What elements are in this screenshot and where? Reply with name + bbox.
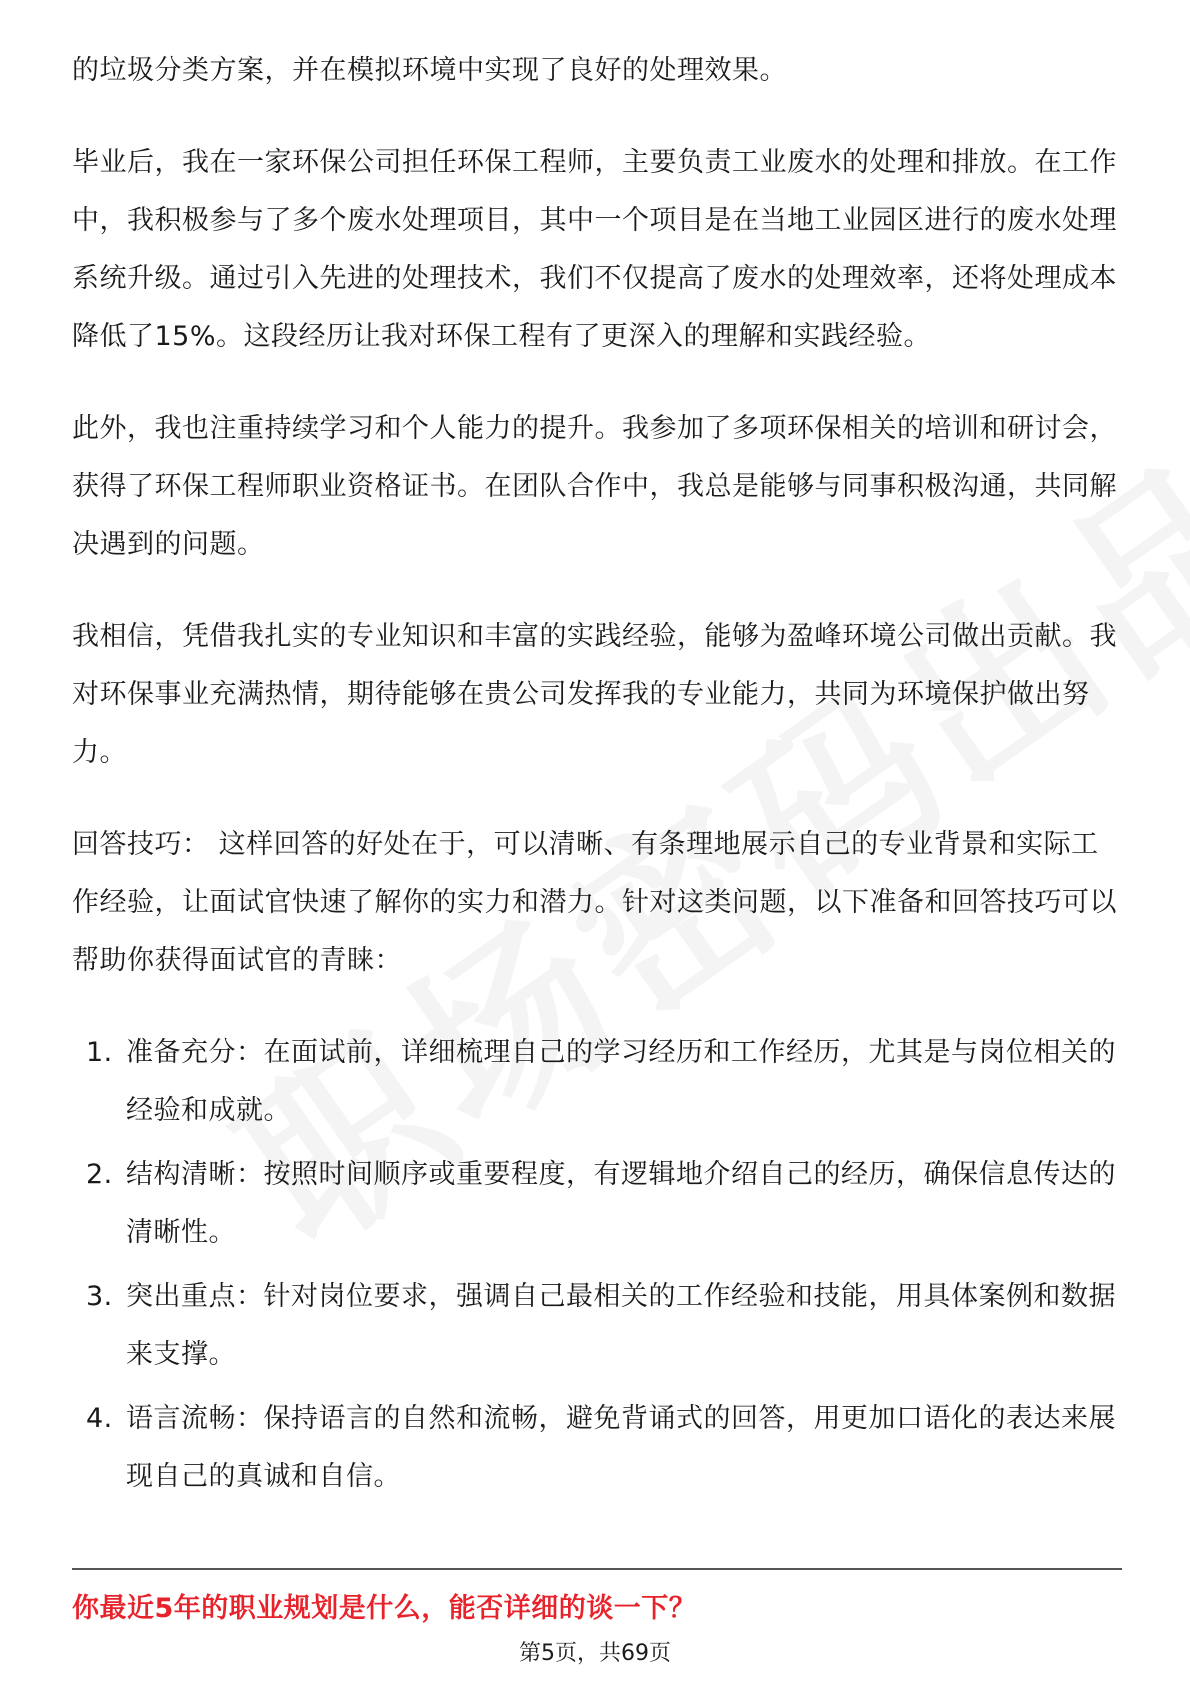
page-number: 第5页，共69页 (519, 1641, 671, 1666)
tips-list (72, 1024, 1122, 1506)
list-item (72, 1024, 1122, 1140)
paragraph-work-experience: 毕业后，我在一家环保公司担任环保工程师，主要负责工业废水的处理和排放。在工作中，我积极参与了多个废水处理项目，其中一个项目是在当地工业园区进行的废水处理系统升级。通过引入先进的处理技术，我们不仅提高了废水的处理效率，还将处理成本降低了15%。这段经历让我对环保工程有了更深入的理解和实践经验。 (72, 147, 1117, 352)
document-body (72, 42, 1122, 1512)
section-divider (72, 1568, 1122, 1570)
list-item-number: 4. (86, 1403, 113, 1434)
list-item-text: 准备充分：在面试前，详细梳理自己的学习经历和工作经历，尤其是与岗位相关的经验和成就。 (126, 1037, 1116, 1126)
list-item-number: 1. (86, 1037, 113, 1068)
list-item (72, 1268, 1122, 1384)
list-item-text: 结构清晰：按照时间顺序或重要程度，有逻辑地介绍自己的经历，确保信息传达的清晰性。 (126, 1159, 1116, 1248)
list-item-number: 2. (86, 1159, 113, 1190)
paragraph-answer-tips: 回答技巧： 这样回答的好处在于，可以清晰、有条理地展示自己的专业背景和实际工作经验，让面试官快速了解你的实力和潜力。针对这类问题，以下准备和回答技巧可以帮助你获得面试官的青睐： (72, 829, 1117, 976)
list-item (72, 1390, 1122, 1506)
paragraph-conclusion: 我相信，凭借我扎实的专业知识和丰富的实践经验，能够为盈峰环境公司做出贡献。我对环保事业充满热情，期待能够在贵公司发挥我的专业能力，共同为环境保护做出努力。 (72, 621, 1117, 768)
next-question-heading: 你最近5年的职业规划是什么，能否详细的谈一下？ (72, 1593, 697, 1624)
list-item-text: 语言流畅：保持语言的自然和流畅，避免背诵式的回答，用更加口语化的表达来展现自己的真诚和自信。 (126, 1403, 1116, 1492)
list-item-text: 突出重点：针对岗位要求，强调自己最相关的工作经验和技能，用具体案例和数据来支撑。 (126, 1281, 1116, 1370)
paragraph-continuation: 的垃圾分类方案，并在模拟环境中实现了良好的处理效果。 (72, 55, 787, 86)
paragraph-learning: 此外，我也注重持续学习和个人能力的提升。我参加了多项环保相关的培训和研讨会，获得了环保工程师职业资格证书。在团队合作中，我总是能够与同事积极沟通，共同解决遇到的问题。 (72, 413, 1117, 560)
list-item-number: 3. (86, 1281, 113, 1312)
list-item (72, 1146, 1122, 1262)
